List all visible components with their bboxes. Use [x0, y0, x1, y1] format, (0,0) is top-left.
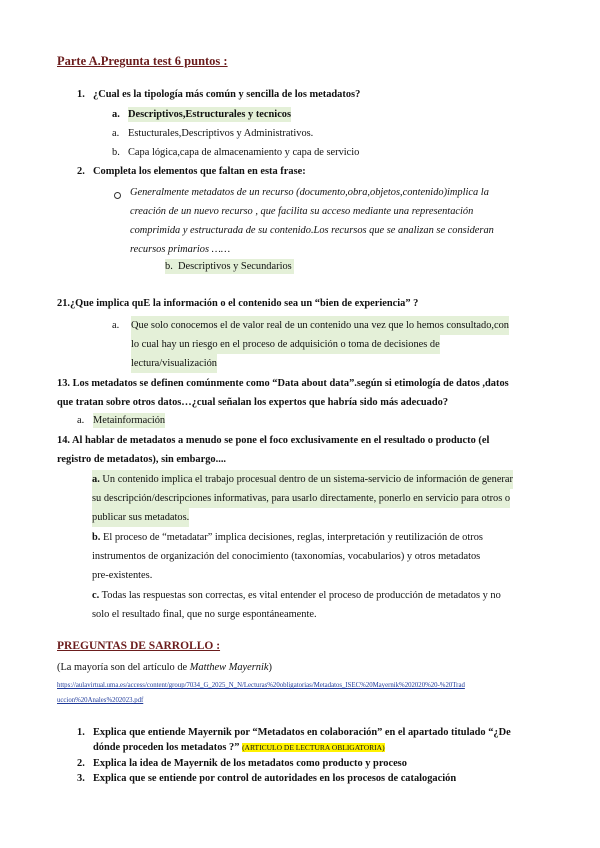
q13-answer: Metainformación	[93, 415, 166, 426]
q1-opt3-letter: b.	[112, 147, 120, 158]
q2-answer-text: Descriptivos y Secundarios	[178, 261, 292, 272]
q14-option-c-label: c.	[92, 590, 100, 601]
q14-option-a-line: su descripción/descripciones informativas, para usarlo directamente, ponerlo en servicio para otros o	[92, 489, 510, 508]
dev-q3-number: 3.	[77, 773, 85, 784]
q2-text: Completa los elementos que faltan en esta frase:	[93, 166, 306, 177]
q14-option-c	[92, 586, 501, 605]
source-note	[57, 660, 272, 675]
q1-opt1-letter: a.	[112, 109, 120, 120]
q1-opt2-letter: a.	[112, 128, 120, 139]
q21-text: 21.¿Que implica quE la información o el contenido sea un “bien de experiencia” ?	[57, 298, 419, 309]
q1-opt2-text: Estucturales,Descriptivos y Administrativos.	[128, 128, 314, 139]
bullet-circle-icon	[114, 186, 121, 204]
mandatory-reading-tag: (ARTICULO DE LECTURA OBLIGATORIA)	[242, 743, 385, 752]
q21-answer-line: lectura/visualización	[131, 354, 217, 373]
q14-option-b	[92, 528, 483, 547]
q2-answer-letter: b.	[165, 261, 173, 272]
q14-option-b-line: El proceso de “metadatar” implica decisiones, reglas, interpretación y reutilización de otros	[100, 532, 483, 543]
dev-q3-text: Explica que se entiende por control de autoridades en los procesos de catalogación	[93, 773, 457, 784]
q13-letter: a.	[77, 415, 85, 426]
q14-option-a-line: publicar sus metadatos.	[92, 508, 189, 527]
q1-text: ¿Cual es la tipología más común y sencilla de los metadatos?	[93, 89, 361, 100]
q14-option-b-line: pre-existentes.	[92, 570, 153, 581]
q2-sentence-line: comprimida y estructurada de su contenido.Los recursos que se analizan se consideran	[130, 225, 494, 236]
q2-sentence-line: Generalmente metadatos de un recurso (documento,obra,objetos,contenido)implica la	[130, 187, 489, 198]
q14-option-a-line: Un contenido implica el trabajo procesual dentro de un sistema-servicio de información de generar	[99, 474, 513, 485]
source-note-author: Matthew Mayernik	[189, 662, 269, 673]
q13-text-line: que tratan sobre otros datos…¿cual señalan los expertos que habría sido más adecuado?	[57, 397, 449, 408]
source-note-prefix: (La mayoría son del artículo de	[57, 662, 190, 673]
q14-option-a-label: a.	[92, 474, 100, 485]
q2-answer	[165, 259, 294, 274]
dev-q1-number: 1.	[77, 727, 85, 738]
q2-sentence-line: creación de un nuevo recurso , que facilita su acceso mediante una representación	[130, 206, 474, 217]
dev-q2-text: Explica la idea de Mayernik de los metadatos como producto y proceso	[93, 758, 407, 769]
dev-q2-number: 2.	[77, 758, 85, 769]
dev-q1-text: Explica que entiende Mayernik por “Metadatos en colaboración” en el apartado titulado “¿De	[93, 727, 511, 738]
q14-text-line: 14. Al hablar de metadatos a menudo se pone el foco exclusivamente en el resultado o producto (el	[57, 435, 490, 446]
q21-answer-line: lo cual hay un riesgo en el proceso de adquisición o toma de decisiones de	[131, 335, 440, 354]
article-link[interactable]: https://aulavirtual.uma.es/access/content/group/7034_G_2025_N_N/Lecturas%20obligatorias/Metadatos_ISEC%20Mayernik%202020%20-%20Trad	[57, 682, 465, 689]
q14-option-a	[92, 470, 513, 489]
q13-text-line: 13. Los metadatos se definen comúnmente como “Data about data”.según si etimología de datos ,datos	[57, 378, 509, 389]
dev-q1-text-cont	[93, 740, 385, 755]
q1-opt1-text: Descriptivos,Estructurales y tecnicos	[128, 109, 292, 120]
article-link[interactable]: uccion%20Anales%202023.pdf	[57, 697, 144, 704]
q14-option-c-line: Todas las respuestas son correctas, es vital entender el proceso de producción de metadatos y no	[99, 590, 501, 601]
section-title-desarrollo: PREGUNTAS DE SARROLLO :	[57, 640, 221, 652]
q14-option-b-label: b.	[92, 532, 101, 543]
q21-answer-line: Que solo conocemos el de valor real de un contenido una vez que lo hemos consultado,con	[131, 316, 509, 335]
section-title-parte-a: Parte A.Pregunta test 6 puntos :	[57, 54, 228, 68]
q14-option-b-line: instrumentos de organización del conocimiento (taxonomías, vocabularios) y otros metadatos	[92, 551, 481, 562]
source-note-suffix: )	[268, 662, 272, 673]
q1-opt3-text: Capa lógica,capa de almacenamiento y capa de servicio	[128, 147, 360, 158]
q2-number: 2.	[77, 166, 85, 177]
dev-q1-text2: dónde proceden los metadatos ?”	[93, 742, 240, 753]
q21-letter: a.	[112, 320, 120, 331]
q2-sentence-line: recursos primarios ……	[130, 244, 231, 255]
q14-text-line: registro de metadatos), sin embargo....	[57, 454, 227, 465]
q14-option-c-line: solo el resultado final, que no surge espontáneamente.	[92, 609, 317, 620]
q1-number: 1.	[77, 89, 85, 100]
